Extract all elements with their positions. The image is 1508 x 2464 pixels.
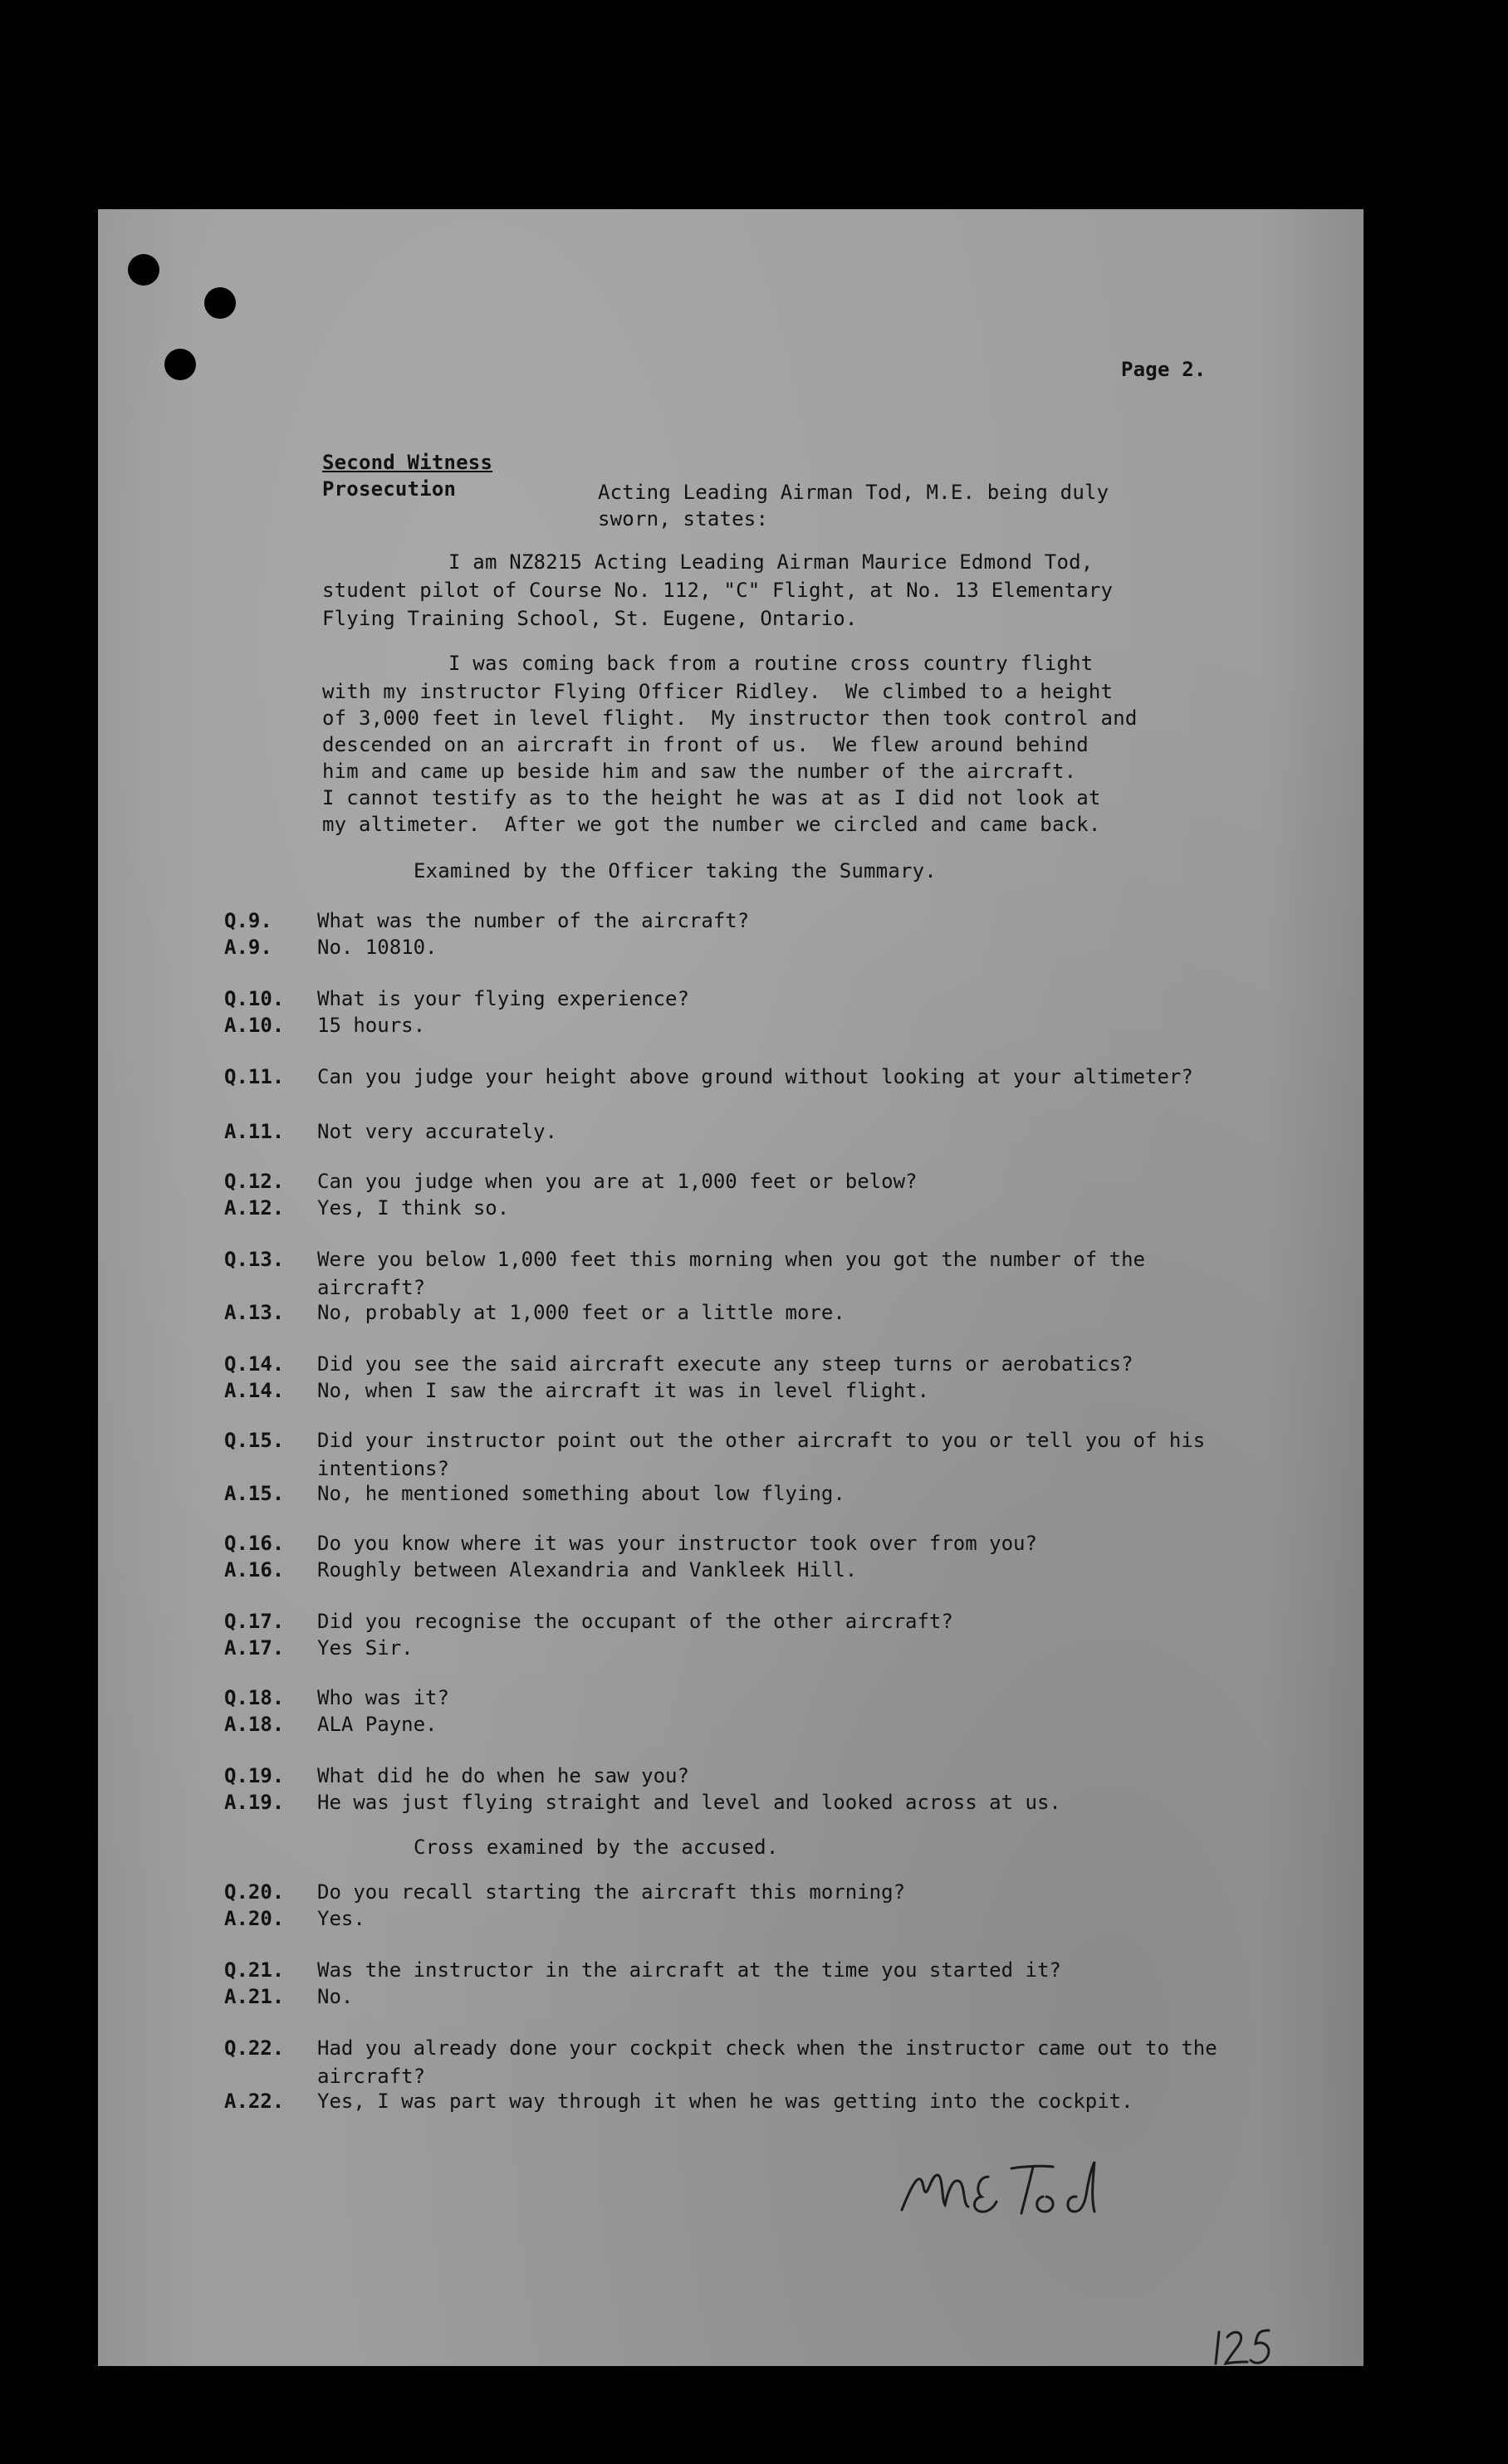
qa-label: A.22.: [224, 2090, 285, 2113]
qa-text: No.: [317, 1985, 354, 2008]
qa-label: Q.20.: [224, 1880, 285, 1904]
paragraph1-line-1: I am NZ8215 Acting Leading Airman Maurice Edmond Tod,: [448, 550, 1094, 574]
qa-label: Q.11.: [224, 1065, 285, 1088]
qa-label: A.11.: [224, 1120, 285, 1143]
qa-label: Q.18.: [224, 1686, 285, 1709]
qa-label: A.17.: [224, 1636, 285, 1660]
punch-hole-2: [204, 287, 236, 319]
paragraph2-line-6: I cannot testify as to the height he was at as I did not look at: [322, 786, 1101, 809]
paragraph2-line-1: I was coming back from a routine cross country flight: [448, 652, 1094, 675]
qa-label: A.14.: [224, 1379, 285, 1402]
qa-label: A.15.: [224, 1482, 285, 1505]
qa-label: Q.19.: [224, 1764, 285, 1787]
qa-label: A.13.: [224, 1301, 285, 1324]
qa-text: Were you below 1,000 feet this morning when you got the number of the aircraft?: [317, 1248, 1145, 1299]
qa-label: Q.16.: [224, 1532, 285, 1555]
qa-text: Did your instructor point out the other aircraft to you or tell you of his intentions?: [317, 1429, 1206, 1480]
qa-text: Yes, I think so.: [317, 1196, 510, 1220]
qa-label: A.16.: [224, 1558, 285, 1582]
page-number: Page 2.: [1121, 358, 1207, 381]
section-cross-heading: Cross examined by the accused.: [414, 1836, 779, 1859]
heading-prosecution: Prosecution: [322, 477, 457, 501]
qa-text: Did you recognise the occupant of the other aircraft?: [317, 1610, 953, 1633]
qa-text: Do you recall starting the aircraft this morning?: [317, 1880, 906, 1904]
qa-label: Q.22.: [224, 2036, 285, 2060]
paragraph2-line-5: him and came up beside him and saw the number of the aircraft.: [322, 760, 1077, 783]
qa-label: Q.10.: [224, 987, 285, 1010]
paragraph2-line-7: my altimeter. After we got the number we circled and came back.: [322, 813, 1101, 836]
qa-text: No, probably at 1,000 feet or a little more.: [317, 1301, 845, 1324]
qa-text: Roughly between Alexandria and Vankleek Hill.: [317, 1558, 858, 1582]
qa-text: What did he do when he saw you?: [317, 1764, 689, 1787]
intro-line-1: Acting Leading Airman Tod, M.E. being duly: [598, 481, 1109, 504]
punch-hole-1: [128, 254, 159, 286]
intro-line-2: sworn, states:: [598, 507, 769, 530]
qa-text: Not very accurately.: [317, 1120, 557, 1143]
qa-text: Yes Sir.: [317, 1636, 414, 1660]
qa-text: Yes.: [317, 1907, 365, 1930]
qa-label: A.20.: [224, 1907, 285, 1930]
document-page: [98, 209, 1364, 2366]
qa-text: Yes, I was part way through it when he was getting into the cockpit.: [317, 2090, 1133, 2113]
qa-label: A.19.: [224, 1791, 285, 1814]
qa-label: A.12.: [224, 1196, 285, 1220]
paragraph2-line-2: with my instructor Flying Officer Ridley. We climbed to a height: [322, 680, 1114, 703]
qa-text: Had you already done your cockpit check when the instructor came out to the aircraft?: [317, 2036, 1217, 2088]
qa-text: Did you see the said aircraft execute any steep turns or aerobatics?: [317, 1352, 1133, 1376]
qa-label: Q.14.: [224, 1352, 285, 1376]
paragraph2-line-3: of 3,000 feet in level flight. My instructor then took control and: [322, 706, 1138, 730]
qa-label: A.10.: [224, 1014, 285, 1037]
qa-label: Q.15.: [224, 1429, 285, 1452]
paragraph1-line-3: Flying Training School, St. Eugene, Ontario.: [322, 607, 858, 630]
qa-text: No, when I saw the aircraft it was in level flight.: [317, 1379, 929, 1402]
qa-text: ALA Payne.: [317, 1713, 438, 1736]
qa-text: 15 hours.: [317, 1014, 426, 1037]
heading-second-witness: Second Witness: [322, 451, 493, 474]
qa-text: No. 10810.: [317, 936, 438, 959]
qa-text: He was just flying straight and level and looked across at us.: [317, 1791, 1061, 1814]
paragraph2-line-4: descended on an aircraft in front of us. We flew around behind: [322, 733, 1089, 756]
folio-number: [1211, 2322, 1277, 2372]
qa-label: A.9.: [224, 936, 272, 959]
qa-label: A.21.: [224, 1985, 285, 2008]
qa-label: Q.17.: [224, 1610, 285, 1633]
qa-label: Q.21.: [224, 1958, 285, 1982]
qa-text: Can you judge your height above ground without looking at your altimeter?: [317, 1065, 1193, 1088]
qa-text: No, he mentioned something about low flying.: [317, 1482, 845, 1505]
qa-text: Who was it?: [317, 1686, 449, 1709]
qa-text: What was the number of the aircraft?: [317, 909, 750, 932]
punch-hole-3: [164, 349, 196, 380]
qa-label: Q.12.: [224, 1170, 285, 1193]
qa-text: What is your flying experience?: [317, 987, 689, 1010]
section-examined-heading: Examined by the Officer taking the Summary.: [414, 859, 937, 882]
paragraph1-line-2: student pilot of Course No. 112, "C" Flight, at No. 13 Elementary: [322, 579, 1114, 602]
qa-label: Q.9.: [224, 909, 272, 932]
qa-label: A.18.: [224, 1713, 285, 1736]
qa-label: Q.13.: [224, 1248, 285, 1271]
qa-text: Was the instructor in the aircraft at the time you started it?: [317, 1958, 1061, 1982]
handwritten-signature: [895, 2152, 1111, 2227]
qa-text: Can you judge when you are at 1,000 feet or below?: [317, 1170, 918, 1193]
qa-text: Do you know where it was your instructor took over from you?: [317, 1532, 1037, 1555]
